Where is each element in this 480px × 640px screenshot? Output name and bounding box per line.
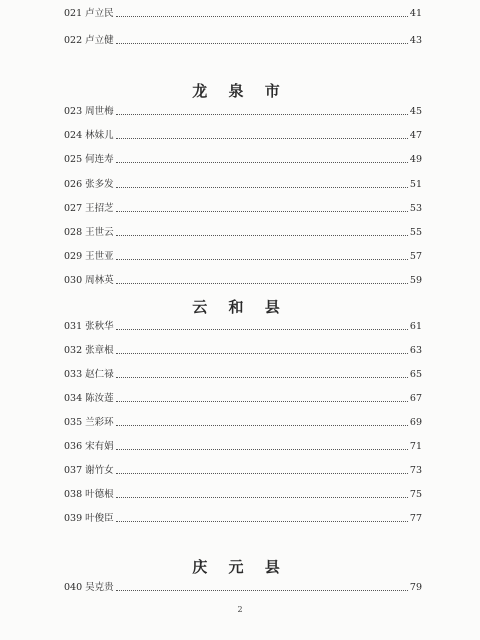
dot-leader (116, 211, 408, 212)
page-number: 2 (237, 605, 243, 614)
toc-entry[interactable] (64, 152, 422, 166)
dot-leader (116, 425, 408, 426)
dot-leader (116, 377, 408, 378)
entry-page-number: 41 (409, 8, 422, 19)
section-heading: 庆 元 县 (192, 558, 288, 576)
entry-number: 031 (64, 321, 83, 332)
entry-page-number: 43 (409, 35, 422, 46)
dot-leader (116, 16, 408, 17)
dot-leader (116, 283, 408, 284)
entry-number: 037 (64, 465, 83, 476)
entry-name: 赵仁禄 (85, 369, 114, 380)
entry-name: 卢立民 (85, 8, 114, 19)
entry-page-number: 67 (409, 393, 422, 404)
entry-number: 039 (64, 513, 83, 524)
dot-leader (116, 449, 408, 450)
dot-leader (116, 235, 408, 236)
entry-number: 033 (64, 369, 83, 380)
section-heading: 龙 泉 市 (192, 82, 288, 100)
entry-number: 021 (64, 8, 83, 19)
toc-entry[interactable] (64, 225, 422, 239)
entry-page-number: 65 (409, 369, 422, 380)
entry-name: 陈汝莲 (85, 393, 114, 404)
entry-number: 038 (64, 489, 83, 500)
toc-entry[interactable] (64, 319, 422, 333)
entry-name: 王世云 (85, 227, 114, 238)
entry-page-number: 49 (409, 154, 422, 165)
entry-page-number: 79 (409, 582, 422, 593)
entry-name: 周林英 (85, 275, 114, 286)
dot-leader (116, 521, 408, 522)
entry-name: 林妹儿 (85, 130, 114, 141)
entry-name: 张章根 (85, 345, 114, 356)
entry-number: 027 (64, 203, 83, 214)
entry-name: 张多发 (85, 179, 114, 190)
entry-number: 022 (64, 35, 83, 46)
toc-entry[interactable] (64, 177, 422, 191)
dot-leader (116, 43, 408, 44)
entry-page-number: 75 (409, 489, 422, 500)
dot-leader (116, 162, 408, 163)
entry-number: 036 (64, 441, 83, 452)
entry-page-number: 71 (409, 441, 422, 452)
entry-page-number: 61 (409, 321, 422, 332)
dot-leader (116, 497, 408, 498)
entry-name: 王世亚 (85, 251, 114, 262)
entry-number: 025 (64, 154, 83, 165)
entry-name: 卢立健 (85, 35, 114, 46)
entry-number: 029 (64, 251, 83, 262)
toc-entry[interactable] (64, 128, 422, 142)
dot-leader (116, 473, 408, 474)
entry-name: 周世梅 (85, 106, 114, 117)
entry-name: 张秋华 (85, 321, 114, 332)
entry-number: 026 (64, 179, 83, 190)
entry-number: 040 (64, 582, 83, 593)
toc-entry[interactable] (64, 6, 422, 20)
entry-page-number: 45 (409, 106, 422, 117)
entry-page-number: 77 (409, 513, 422, 524)
toc-entry[interactable] (64, 367, 422, 381)
toc-entry[interactable] (64, 439, 422, 453)
entry-page-number: 57 (409, 251, 422, 262)
toc-entry[interactable] (64, 415, 422, 429)
toc-entry[interactable] (64, 33, 422, 47)
dot-leader (116, 114, 408, 115)
entry-number: 023 (64, 106, 83, 117)
entry-name: 吴克贵 (85, 582, 114, 593)
section-heading: 云 和 县 (192, 298, 288, 316)
toc-entry[interactable] (64, 391, 422, 405)
dot-leader (116, 329, 408, 330)
toc-entry[interactable] (64, 487, 422, 501)
entry-number: 028 (64, 227, 83, 238)
entry-name: 王招芝 (85, 203, 114, 214)
dot-leader (116, 187, 408, 188)
entry-name: 叶俊臣 (85, 513, 114, 524)
toc-entry[interactable] (64, 580, 422, 594)
toc-entry[interactable] (64, 201, 422, 215)
entry-name: 宋有娟 (85, 441, 114, 452)
dot-leader (116, 590, 408, 591)
dot-leader (116, 401, 408, 402)
toc-entry[interactable] (64, 463, 422, 477)
entry-name: 谢竹女 (85, 465, 114, 476)
dot-leader (116, 259, 408, 260)
toc-entry[interactable] (64, 343, 422, 357)
dot-leader (116, 138, 408, 139)
entry-number: 034 (64, 393, 83, 404)
entry-number: 030 (64, 275, 83, 286)
entry-page-number: 59 (409, 275, 422, 286)
entry-page-number: 51 (409, 179, 422, 190)
entry-name: 叶德根 (85, 489, 114, 500)
toc-entry[interactable] (64, 104, 422, 118)
entry-number: 032 (64, 345, 83, 356)
entry-name: 兰彩环 (85, 417, 114, 428)
toc-entry[interactable] (64, 249, 422, 263)
toc-entry[interactable] (64, 511, 422, 525)
entry-page-number: 53 (409, 203, 422, 214)
toc-entry[interactable] (64, 273, 422, 287)
entry-page-number: 47 (409, 130, 422, 141)
entry-page-number: 73 (409, 465, 422, 476)
entry-number: 024 (64, 130, 83, 141)
entry-name: 何连寿 (85, 154, 114, 165)
dot-leader (116, 353, 408, 354)
entry-number: 035 (64, 417, 83, 428)
entry-page-number: 69 (409, 417, 422, 428)
entry-page-number: 63 (409, 345, 422, 356)
entry-page-number: 55 (409, 227, 422, 238)
